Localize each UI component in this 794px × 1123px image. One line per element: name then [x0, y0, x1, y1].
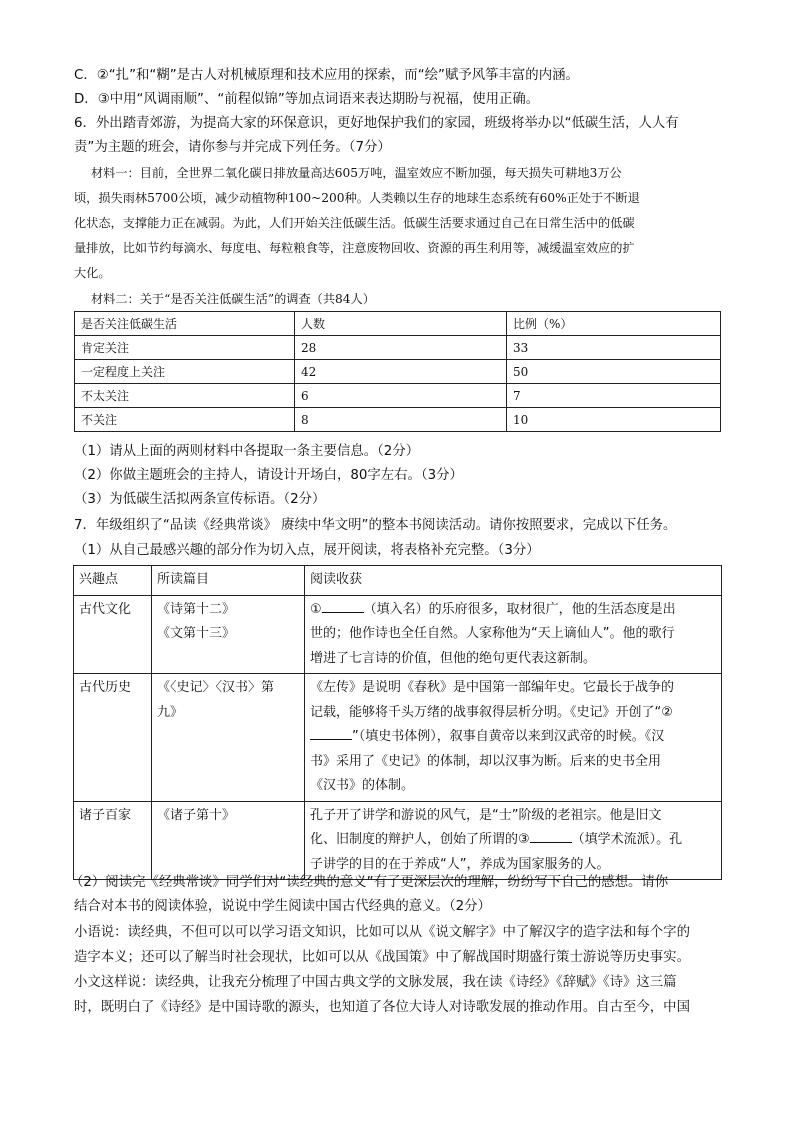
reading-header-cell: 所读篇目: [152, 566, 305, 596]
survey-cell: 42: [295, 360, 507, 384]
harvest-line: [310, 725, 716, 750]
harvest-line: [310, 804, 716, 829]
harvest-text: ”（填史书体例），叙事自黄帝以来到汉武帝的时候。《汉: [352, 729, 665, 744]
reading-row: [74, 674, 722, 802]
question-7: 7．年级组织了“品读《经典常谈》 赓续中华文明”的整本书阅读活动。请你按照要求，完成以下任务。: [74, 518, 677, 533]
harvest-text: 《汉书》的体制。: [310, 778, 415, 793]
answer-xiaoyu-line-1: 小语说：读经典，不但可以可以学习语文知识，比如可以从《说文解字》中了解汉字的造字法和每个字的: [74, 925, 690, 940]
survey-row: [75, 408, 721, 432]
harvest-line: [310, 598, 716, 623]
harvest-text: 《左传》是说明《春秋》是中国第一部编年史。它最长于战争的: [310, 680, 675, 695]
material-1-line-3: 化状态，支撑能力正在减弱。为此，人们开始关注低碳生活。低碳生活要求通过自己在日常生活中的低碳: [74, 216, 635, 230]
question-6-line-2: 责”为主题的班会，请你参与并完成下列任务。（7分）: [74, 140, 391, 155]
material-1-line-4: 量排放，比如节约每滴水、每度电、每粒粮食等，注意废物回收、资源的再生利用等，减缓温室效应的扩: [74, 241, 635, 255]
reading-table: [73, 565, 722, 880]
question-7-sub-2-line-1: （2）阅读完《经典常谈》同学们对“读经典的意义”有了更深层次的理解，纷纷写下自己的感想。请你: [70, 875, 669, 890]
titles-cell: [152, 674, 305, 802]
question-7-sub-2-line-2: 结合对本书的阅读体验，说说中学生阅读中国古代经典的意义。（2分）: [74, 899, 491, 914]
material-2-title: 材料二：关于“是否关注低碳生活”的调查（共84人）: [91, 292, 375, 306]
reading-header-row: [74, 566, 722, 596]
survey-row: [75, 360, 721, 384]
survey-row: [75, 384, 721, 408]
sub-question-1: （1）请从上面的两则材料中各提取一条主要信息。（2分）: [74, 444, 420, 459]
sub-question-3: （3）为低碳生活拟两条宣传标语。（2分）: [74, 492, 326, 507]
harvest-text: ①: [310, 601, 322, 617]
survey-header-row: [75, 312, 721, 336]
survey-cell: 7: [507, 384, 721, 408]
material-1-line-2: 顷，损失雨林5700公顷，减少动植物种100~200种。人类赖以生存的地球生态系统有60%正处于不断退: [74, 191, 640, 205]
harvest-line: [310, 828, 716, 853]
material-1-line-1: 材料一：目前，全世界二氧化碳日排放量高达605万吨，温室效应不断加强，每天损失可耕地3万公: [91, 166, 622, 180]
survey-cell: 一定程度上关注: [75, 360, 295, 384]
harvest-line: [310, 622, 716, 647]
title-line: 九》: [157, 704, 184, 720]
survey-cell: 6: [295, 384, 507, 408]
survey-cell: 不关注: [75, 408, 295, 432]
option-c: C．②“扎”和“糊”是古人对机械原理和技术应用的探索，而“绘”赋予风筝丰富的内涵。: [74, 68, 579, 83]
reading-table-body: [74, 595, 722, 880]
harvest-line: [310, 701, 716, 726]
title-line: 《文第十三》: [157, 626, 236, 641]
harvest-cell: [305, 801, 722, 880]
harvest-text: （填学术流派）。孔: [571, 832, 683, 847]
harvest-text: 记载，能够将千头万绪的战事叙得层析分明。《史记》开创了“②: [310, 704, 673, 720]
titles-cell: [152, 595, 305, 674]
question-6-line-1: 6．外出踏青郊游，为提高大家的环保意识，更好地保护我们的家园，班级将举办以“低碳生活，人人有: [74, 116, 679, 131]
harvest-line: [310, 676, 716, 701]
survey-table: [74, 311, 721, 432]
harvest-text: 孔子开了讲学和游说的风气，是“士”阶级的老祖宗。他是旧文: [310, 807, 662, 823]
survey-cell: 8: [295, 408, 507, 432]
harvest-line: [310, 647, 716, 672]
reading-row: [74, 595, 722, 674]
material-1-line-5: 大化。: [74, 266, 111, 280]
harvest-text: 增进了七言诗的价值，但他的绝句更代表这新制。: [310, 650, 597, 666]
fill-in-blank[interactable]: [310, 725, 352, 740]
survey-cell: 28: [295, 336, 507, 360]
harvest-line: [310, 774, 716, 799]
survey-header-cell: 是否关注低碳生活: [75, 312, 295, 336]
survey-cell: 33: [507, 336, 721, 360]
survey-header-cell: 人数: [295, 312, 507, 336]
interest-cell: 古代历史: [74, 674, 152, 802]
harvest-text: 世的；他作诗也全任自然。人家称他为“天上谪仙人”。他的歌行: [310, 626, 675, 641]
titles-cell: [152, 801, 305, 880]
survey-cell: 不太关注: [75, 384, 295, 408]
survey-cell: 10: [507, 408, 721, 432]
title-line: 《诸子第十》: [157, 807, 236, 823]
question-7-sub-1: （1）从自己最感兴趣的部分作为切入点，展开阅读，将表格补充完整。（3分）: [74, 543, 540, 558]
reading-header-cell: 兴趣点: [74, 566, 152, 596]
fill-in-blank[interactable]: [322, 598, 364, 613]
reading-row: [74, 801, 722, 880]
survey-header-cell: 比例（%）: [507, 312, 721, 336]
harvest-text: （填入名）的乐府很多，取材很广，他的生活态度是出: [363, 601, 676, 617]
title-line: 《诗第十二》: [157, 601, 236, 617]
harvest-cell: [305, 674, 722, 802]
answer-xiaoyu-line-2: 造字本义；还可以了解当时社会现状，比如可以从《战国策》中了解战国时期盛行策士游说等历史事实。: [74, 950, 690, 965]
fill-in-blank[interactable]: [530, 828, 572, 843]
harvest-line: [310, 750, 716, 775]
answer-xiaowen-line-2: 时，既明白了《诗经》是中国诗歌的源头，也知道了各位大诗人对诗歌发展的推动作用。自古至今，中国: [74, 1000, 690, 1015]
survey-cell: 肯定关注: [75, 336, 295, 360]
answer-xiaowen-line-1: 小文这样说：读经典，让我充分梳理了中国古典文学的文脉发展，我在读《诗经》《辞赋》《诗》这三篇: [74, 975, 677, 990]
option-d: D．③中用“风调雨顺”、“前程似锦”等加点词语来表达期盼与祝福，使用正确。: [74, 92, 540, 107]
harvest-text: 书》采用了《史记》的体制，却以汉事为断。后来的史书全用: [310, 753, 662, 769]
title-line: 《〈史记〉〈汉书〉第: [157, 680, 275, 695]
sub-question-2: （2）你做主题班会的主持人，请设计开场白，80字左右。（3分）: [74, 468, 463, 483]
survey-row: [75, 336, 721, 360]
harvest-text: 化、旧制度的辩护人，创始了所谓的③: [310, 832, 530, 847]
interest-cell: 诸子百家: [74, 801, 152, 880]
survey-cell: 50: [507, 360, 721, 384]
harvest-text: 子讲学的目的在于养成“人”，养成为国家服务的人。: [310, 856, 610, 872]
harvest-cell: [305, 595, 722, 674]
reading-header-cell: 阅读收获: [305, 566, 722, 596]
interest-cell: 古代文化: [74, 595, 152, 674]
